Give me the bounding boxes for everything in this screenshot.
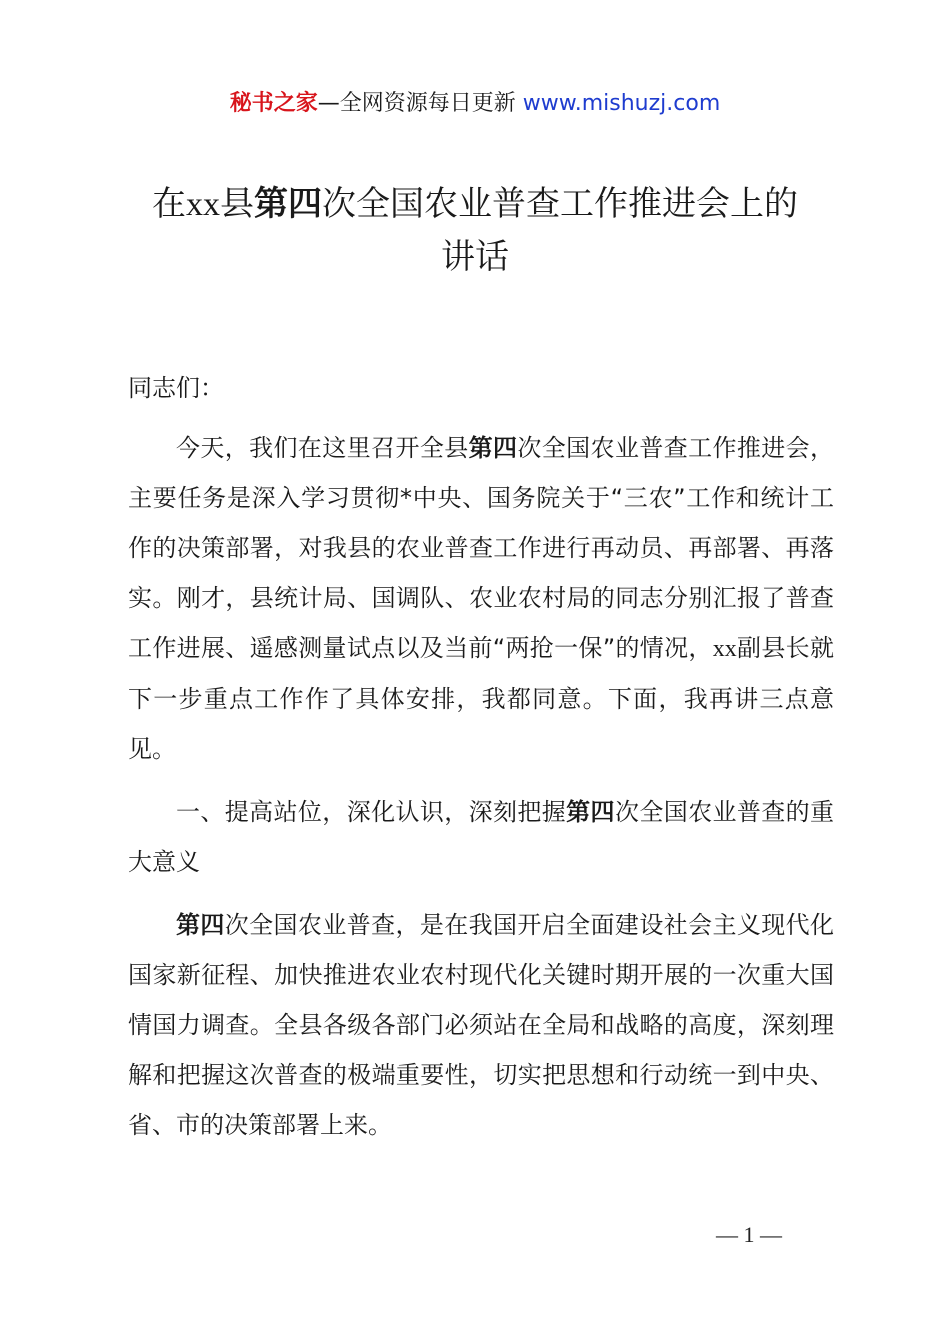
section-heading-1	[128, 787, 834, 887]
document-title	[100, 178, 850, 283]
page-number: — 1 —	[716, 1222, 782, 1247]
header-slogan: —全网资源每日更新	[317, 91, 523, 116]
paragraph-intro-placeholder: xx	[712, 636, 737, 662]
site-header	[0, 88, 950, 120]
paragraph-intro-bold: 第四	[468, 434, 518, 462]
title-line2: 讲话	[441, 237, 509, 277]
paragraph-intro	[128, 423, 834, 774]
brand-name: 秘书之家	[229, 91, 318, 116]
site-url-link[interactable]: www.mishuzj.com	[522, 91, 721, 116]
paragraph-significance-text: 次全国农业普查，是在我国开启全面建设社会主义现代化国家新征程、加快推进农业农村现代化关键时期开展的一次重大国情国力调查。全县各级各部门必须站在全局和战略的高度，深刻理解和把握这次普查的极端重要性，切实把思想和行动统一到中央、省、市的决策部署上来。	[128, 911, 835, 1139]
title-ordinal: 第四	[254, 184, 322, 224]
section-heading-text-a: 一、提高站位，深化认识，深刻把握	[176, 798, 567, 826]
title-line1-rest: 次全国农业普查工作推进会上的	[322, 184, 798, 224]
title-prefix: 在	[152, 184, 186, 224]
paragraph-significance-bold: 第四	[176, 911, 225, 939]
salutation: 同志们：	[128, 374, 224, 402]
document-body	[128, 363, 834, 1150]
paragraph-significance	[128, 900, 834, 1150]
paragraph-intro-text-c: 副县长就下一步重点工作作了具体安排，我都同意。下面，我再讲三点意见。	[128, 634, 834, 763]
paragraph-intro-text-a: 今天，我们在这里召开全县	[176, 434, 469, 462]
paragraph-intro-text-b: 次全国农业普查工作推进会，主要任务是深入学习贯彻*中央、国务院关于“三农”工作和统计工作的决策部署，对我县的农业普查工作进行再动员、再部署、再落实。刚才，县统计局、国调队、农业农村局的同志分别汇报了普查工作进展、遥感测量试点以及当前“两抢一保”的情况，	[128, 434, 835, 662]
title-placeholder: xx	[186, 186, 220, 223]
title-county: 县	[220, 184, 254, 224]
section-heading-text-b: 次全国农业普查的重大意义	[128, 798, 835, 876]
section-heading-bold: 第四	[566, 798, 615, 826]
